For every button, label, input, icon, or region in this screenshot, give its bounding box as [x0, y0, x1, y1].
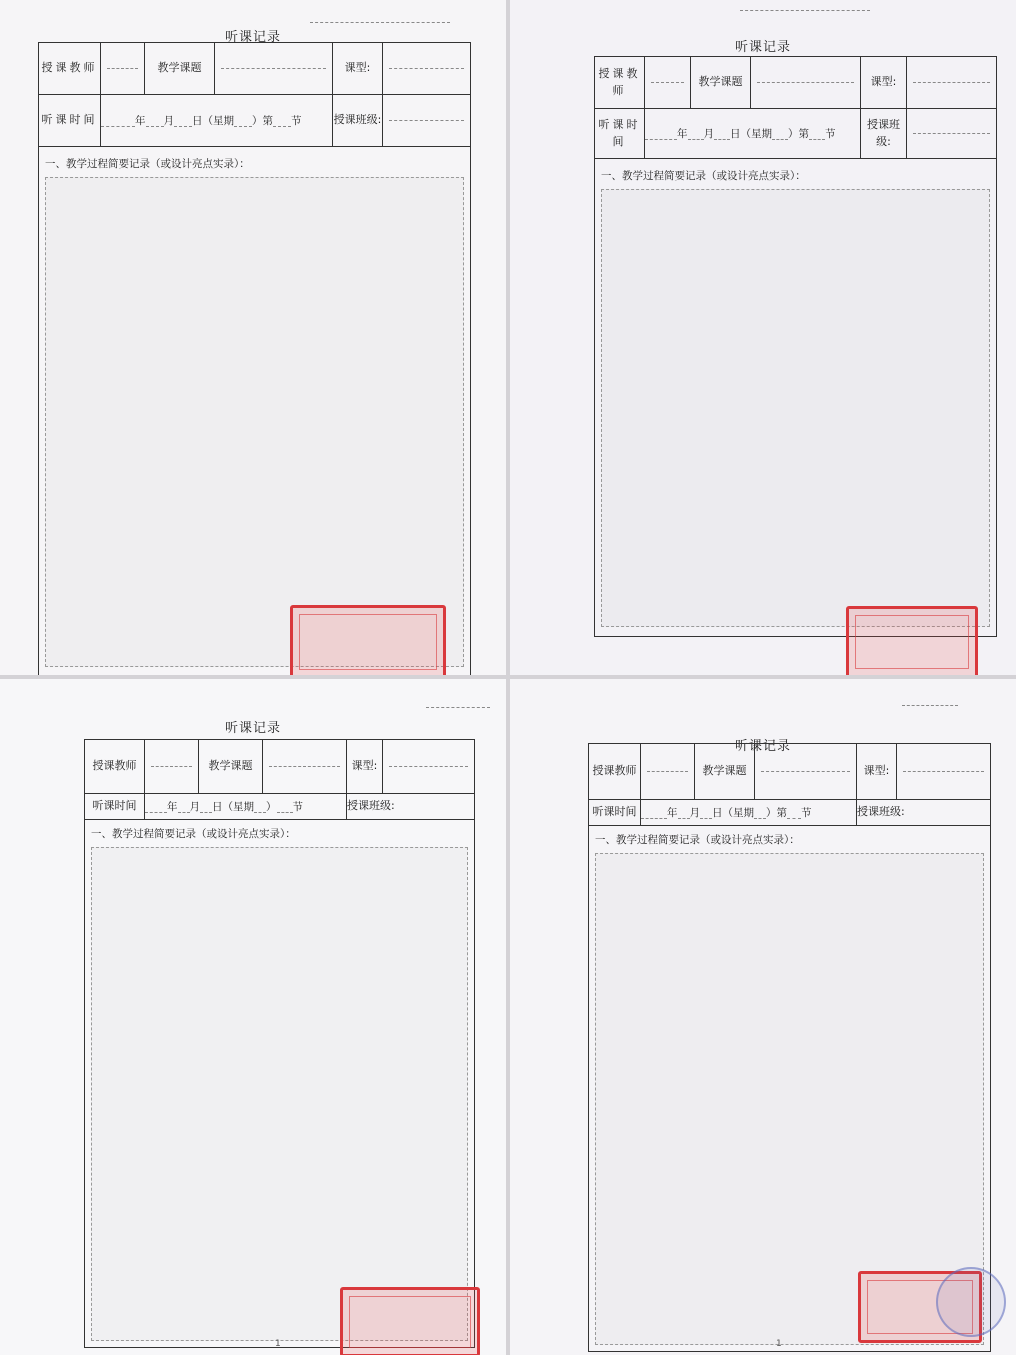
topic-label: 教学课题: [695, 744, 755, 800]
record-sheet-3: [0, 679, 506, 1355]
date-line: 年 月 日（星期 ）第 节: [645, 109, 861, 159]
topic-label: 教学课题: [691, 57, 751, 109]
page-title: 听课记录: [224, 30, 281, 45]
topic-value: [263, 740, 347, 794]
red-stamp: [340, 1287, 480, 1355]
teacher-value: [145, 740, 199, 794]
teacher-label: 授课教师: [595, 57, 645, 109]
time-label: 听课时间: [85, 794, 145, 820]
handwritten-notes: [45, 177, 464, 667]
class-label: 授课班级:: [861, 109, 907, 159]
time-label: 听课时间: [595, 109, 645, 159]
class-value: [907, 109, 997, 159]
class-value: [383, 95, 471, 147]
time-label: 听课时间: [39, 95, 101, 147]
handwritten-header-note: [740, 10, 870, 11]
record-sheet-1: [0, 0, 506, 675]
handwritten-header-note: [902, 705, 958, 706]
date-line: 年 月 日（星期 ）第 节: [641, 800, 857, 826]
course-type-value: [897, 744, 991, 800]
handwritten-notes: [601, 189, 990, 627]
teacher-value: [101, 43, 145, 95]
course-type-value: [383, 43, 471, 95]
course-type-label: 课型:: [861, 57, 907, 109]
topic-value: [755, 744, 857, 800]
page-number: 1: [776, 1339, 782, 1349]
process-heading: 一、教学过程简要记录（或设计亮点实录）：: [91, 827, 296, 840]
handwritten-header-note: [310, 22, 450, 23]
red-stamp: [846, 606, 978, 675]
page-title: 听课记录: [734, 739, 791, 754]
process-heading: 一、教学过程简要记录（或设计亮点实录）：: [45, 157, 250, 170]
date-line: 年 月 日（星期 ）第 节: [101, 95, 333, 147]
red-stamp: [290, 605, 446, 675]
course-type-value: [383, 740, 475, 794]
date-line: 年 月 日（星期 ） 节: [145, 794, 347, 820]
record-table: [594, 56, 997, 637]
page-number: 1: [275, 1339, 281, 1349]
course-type-label: 课型:: [347, 740, 383, 794]
topic-label: 教学课题: [145, 43, 215, 95]
teacher-label: 授课教师: [589, 744, 641, 800]
record-table: [588, 743, 991, 1352]
page-title: 听课记录: [734, 40, 791, 55]
topic-value: [751, 57, 861, 109]
process-heading: 一、教学过程简要记录（或设计亮点实录）：: [595, 833, 800, 846]
blue-school-seal: [936, 1267, 1006, 1337]
course-type-value: [907, 57, 997, 109]
record-table: [38, 42, 471, 675]
handwritten-header-note: [426, 707, 490, 708]
teacher-value: [641, 744, 695, 800]
handwritten-notes: [91, 847, 468, 1341]
class-label: 授课班级:: [347, 794, 475, 820]
topic-value: [215, 43, 333, 95]
course-type-label: 课型:: [333, 43, 383, 95]
course-type-label: 课型:: [857, 744, 897, 800]
record-table: [84, 739, 475, 1348]
process-cell: [39, 147, 471, 676]
record-sheet-2: [510, 0, 1016, 675]
process-heading: 一、教学过程简要记录（或设计亮点实录）：: [601, 169, 806, 182]
teacher-label: 授课教师: [85, 740, 145, 794]
teacher-label: 授课教师: [39, 43, 101, 95]
process-cell: [595, 159, 997, 637]
topic-label: 教学课题: [199, 740, 263, 794]
page-title: 听课记录: [224, 721, 281, 736]
class-label: 授课班级:: [333, 95, 383, 147]
record-sheet-4: [510, 679, 1016, 1355]
teacher-value: [645, 57, 691, 109]
time-label: 听课时间: [589, 800, 641, 826]
process-cell: [85, 820, 475, 1348]
class-label: 授课班级:: [857, 800, 991, 826]
